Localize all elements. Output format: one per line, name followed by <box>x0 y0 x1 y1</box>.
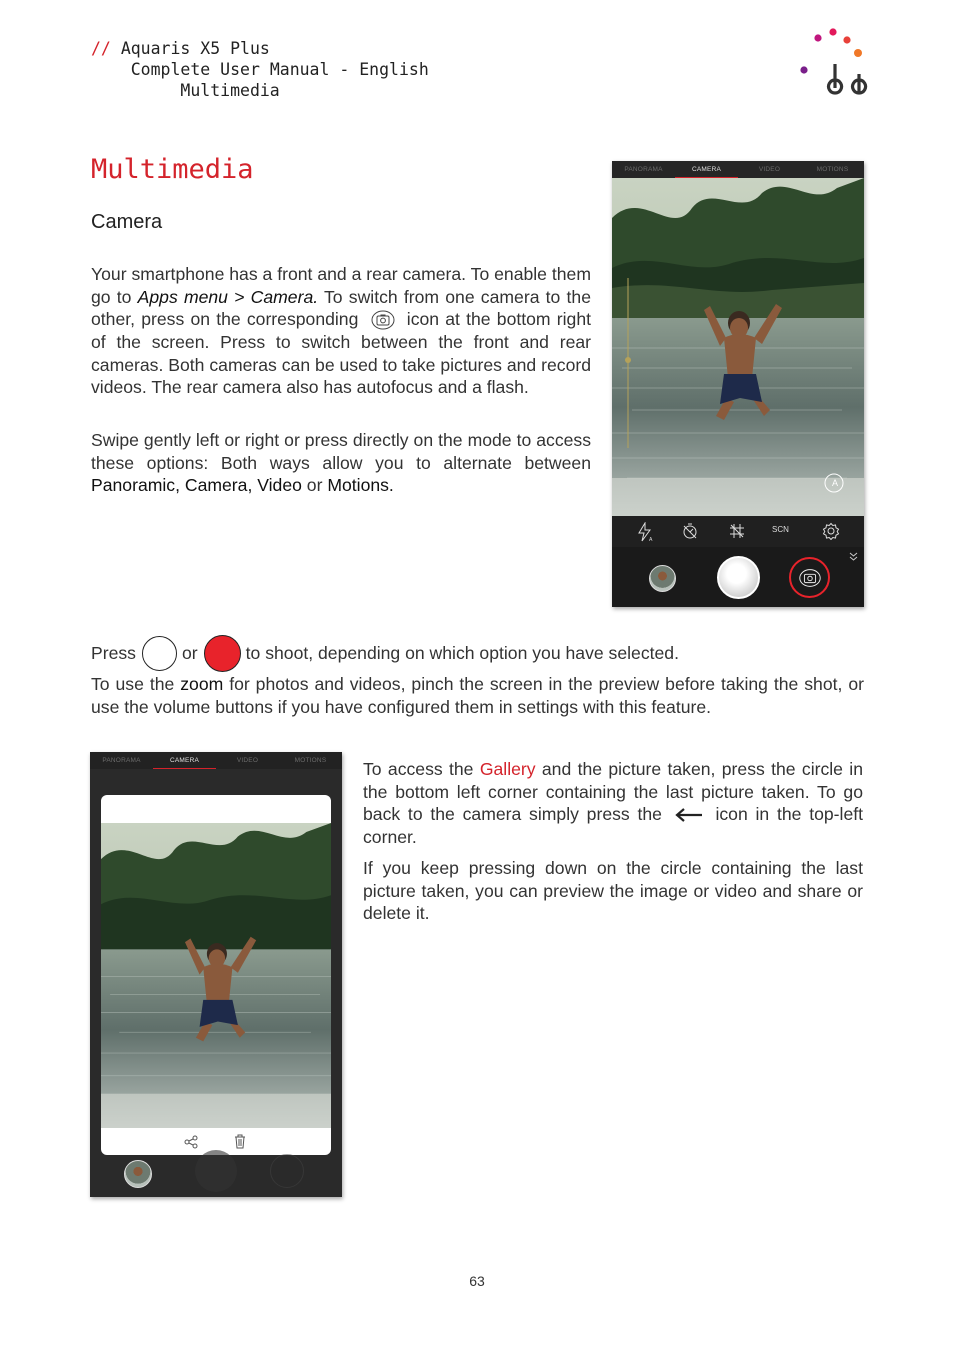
camera-controls <box>612 547 864 607</box>
viewfinder-preview <box>612 178 864 516</box>
auto-badge: A <box>831 478 838 488</box>
header-slashes: // <box>91 39 111 58</box>
apps-menu-ref: Apps menu <box>137 286 228 307</box>
para4-text-a: To use the <box>91 674 181 694</box>
document-header <box>91 38 429 101</box>
gallery-preview-screenshot <box>90 752 342 1197</box>
camera-intro-paragraph <box>91 263 591 399</box>
switch-camera-icon <box>369 309 397 331</box>
gallery-thumbnail-button[interactable] <box>649 565 676 592</box>
mode-panorama[interactable]: PANORAMA <box>102 757 141 764</box>
mode-motions[interactable]: MOTIONS <box>294 757 327 764</box>
para5-text-b: and the picture taken, press the circle in the bottom left corner containing the last picture taken. To go back to the camera simply press the <box>363 759 863 824</box>
mode-camera[interactable]: CAMERA <box>675 161 738 178</box>
zoom-paragraph <box>91 673 864 718</box>
motions-mode: Motions. <box>327 475 394 495</box>
mode-panorama[interactable]: PANORAMA <box>624 166 663 173</box>
preview-image <box>101 823 331 1128</box>
switch-camera-icon <box>797 567 823 589</box>
para5-text-c: icon in the top-left corner. <box>363 804 864 847</box>
para4-text-b: for photos and videos, pinch the screen in the preview before taking the shot, or use the volume buttons if you have configured them in settings with this feature. <box>91 674 864 717</box>
camera-toolbar <box>612 516 864 547</box>
header-line-2 <box>91 59 429 80</box>
gallery-term: Gallery <box>479 759 536 779</box>
gallery-paragraph <box>363 758 863 848</box>
section-title: Multimedia <box>91 154 254 185</box>
long-press-paragraph: If you keep pressing down on the circle containing the last picture taken, you can preview the image or video and share or delete it. <box>363 858 863 923</box>
gallery-thumbnail-button[interactable] <box>124 1160 152 1188</box>
flash-auto-icon[interactable] <box>636 522 654 542</box>
mode-video[interactable]: VIDEO <box>236 757 259 764</box>
grid-icon[interactable] <box>729 523 745 539</box>
header-manual: Complete User Manual - English <box>130 60 429 79</box>
mode-motions[interactable]: MOTIONS <box>816 166 849 173</box>
press-label: Press <box>91 642 136 663</box>
shutter-instruction-rest: to shoot, depending on which option you have selected. <box>245 642 679 663</box>
or-label: or <box>181 642 198 663</box>
para1-text-c: icon at the bottom right of the screen. Press to switch between the front and rear cameras. Both cameras can be used to take pictures and record videos. The rear camera also has autofocus and a flash. <box>91 309 591 397</box>
preview-card <box>101 795 331 1155</box>
back-arrow-icon <box>674 807 704 823</box>
shutter-button[interactable] <box>717 556 760 599</box>
mode-video[interactable]: VIDEO <box>758 166 781 173</box>
svg-text:A: A <box>649 537 653 542</box>
camera-mode-bar <box>612 161 864 178</box>
camera-screenshot <box>612 161 864 607</box>
subsection-title: Camera <box>91 211 163 233</box>
timer-icon[interactable] <box>682 523 698 539</box>
shutter-button[interactable] <box>195 1150 237 1192</box>
para1-text-b: To switch from one camera to the other, press on the corresponding <box>91 286 592 329</box>
mode-camera[interactable]: CAMERA <box>153 752 216 769</box>
para5-text-a: To access the <box>363 759 480 779</box>
page-number: 63 <box>469 1273 485 1289</box>
bq-logo <box>798 26 868 96</box>
header-chapter: Multimedia <box>180 81 280 100</box>
camera-mode-bar <box>90 752 342 769</box>
header-line-3 <box>91 80 429 101</box>
modes-paragraph <box>91 429 591 497</box>
photo-shutter-icon <box>142 636 177 671</box>
zoom-term: zoom <box>180 674 224 694</box>
share-icon[interactable] <box>184 1135 198 1149</box>
scene-mode-button[interactable]: SCN <box>772 525 789 534</box>
para2-or: or <box>301 475 328 495</box>
header-product: Aquaris X5 Plus <box>120 39 270 58</box>
settings-gear-icon[interactable] <box>822 522 840 540</box>
header-line-1 <box>91 38 429 59</box>
menu-separator: > <box>227 286 251 307</box>
para2-text-a: Swipe gently left or right or press directly on the mode to access these options: Both ways allow you to alternate between <box>91 430 591 473</box>
modes-list: Panoramic, Camera, Video <box>91 475 302 495</box>
para1-text-a: Your smartphone has a front and a rear camera. To enable them go to <box>91 264 591 307</box>
shutter-instruction <box>91 634 679 672</box>
switch-camera-button[interactable] <box>270 1154 304 1188</box>
switch-camera-button[interactable] <box>789 557 830 598</box>
camera-app-ref: Camera. <box>250 286 319 307</box>
video-record-icon <box>204 635 241 672</box>
double-chevron-down-icon[interactable] <box>849 552 858 561</box>
trash-icon[interactable] <box>234 1134 246 1149</box>
